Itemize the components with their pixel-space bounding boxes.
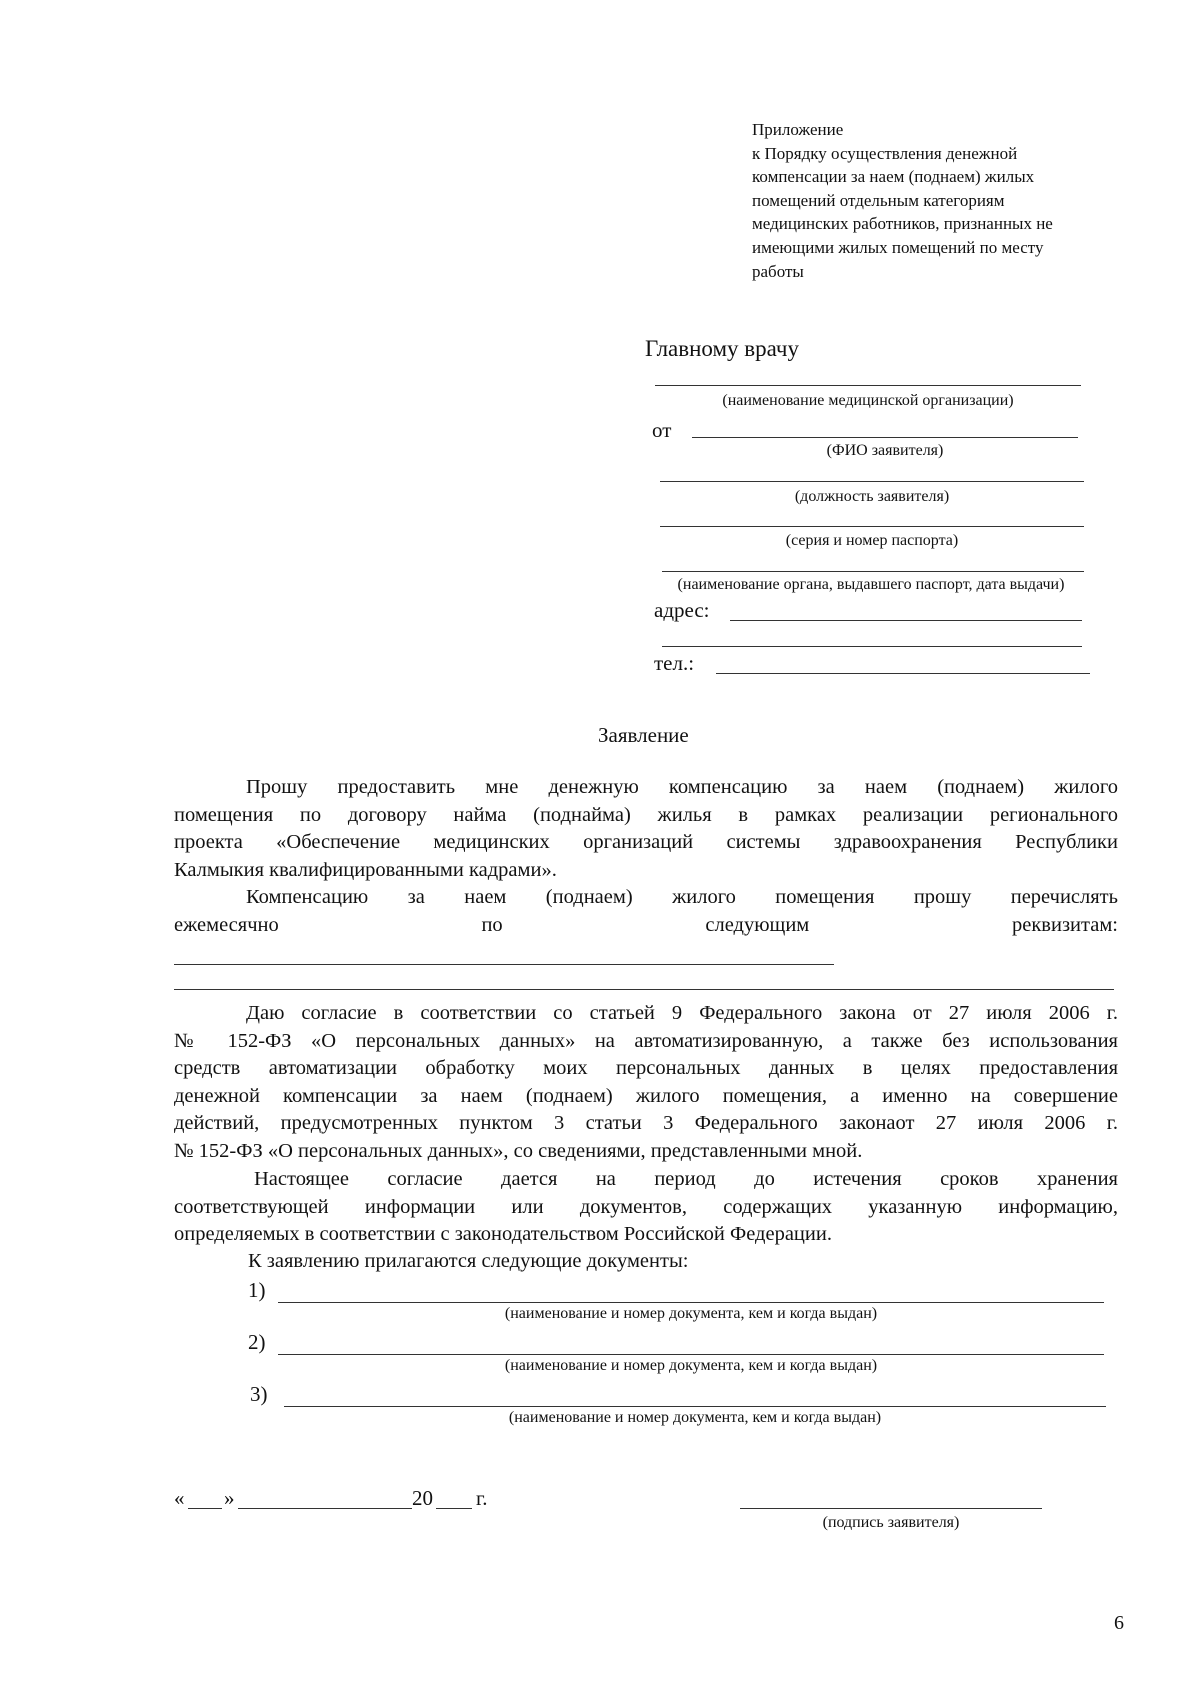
annex-line: Приложение [752,120,844,139]
text-line: Калмыкия квалифицированными кадрами». [174,858,557,881]
date-close-quote: » [224,1486,235,1510]
text-line: денежной компенсации за наем (поднаем) жилого помещения, а именно на совершение [174,1084,1118,1107]
attachment-caption: (наименование и номер документа, кем и когда выдан) [504,1357,878,1374]
text-line: помещения по договору найма (поднайма) жилья в рамках реализации регионального [174,803,1118,826]
statement-title: Заявление [598,723,689,747]
signature-field[interactable] [740,1508,1042,1509]
issuer-caption: (наименование органа, выдавшего паспорт, дата выдачи) [677,576,1065,593]
attachment-number: 1) [248,1278,266,1302]
attachment-caption: (наименование и номер документа, кем и когда выдан) [504,1305,878,1322]
date-year-suffix: г. [476,1486,488,1510]
statement-paragraph-1 [174,774,1118,884]
phone-field[interactable] [716,673,1090,674]
from-label: от [652,418,672,442]
text-line: средств автоматизации обработку моих персональных данных в целях предоставления [174,1057,1118,1079]
address-field-2[interactable] [662,646,1082,647]
position-field[interactable] [660,481,1084,482]
text-line: проекта «Обеспечение медицинских организаций системы здравоохранения Республики [174,831,1118,853]
text-line: № 152-ФЗ «О персональных данных» на автоматизированную, а также без использования [174,1029,1118,1052]
annex-line: работы [752,261,804,281]
text-line: Прошу предоставить мне денежную компенсацию за наем (поднаем) жилого [246,776,1118,798]
annex-block [752,118,1112,283]
address-label: адрес: [654,598,710,622]
org-name-field[interactable] [655,385,1081,386]
text-line: Настоящее согласие дается на период до истечения сроков хранения [254,1168,1118,1190]
attachment-number: 3) [250,1382,268,1406]
date-year-field[interactable] [436,1508,472,1509]
date-open-quote: « [174,1486,185,1510]
passport-caption: (серия и номер паспорта) [785,532,959,549]
address-field[interactable] [730,620,1082,621]
annex-line: к Порядку осуществления денежной [752,143,1018,163]
fio-field[interactable] [692,437,1078,438]
attachment-3-field[interactable] [284,1406,1106,1407]
attachment-1-field[interactable] [278,1302,1104,1303]
text-line: соответствующей информации или документов, содержащих указанную информацию, [174,1195,1118,1218]
date-day-field[interactable] [188,1508,222,1509]
attachment-2-field[interactable] [278,1354,1104,1355]
annex-line: компенсации за наем (поднаем) жилых [752,167,1035,187]
date-month-field[interactable] [238,1508,412,1509]
consent-paragraph [174,1000,1118,1165]
signature-caption: (подпись заявителя) [822,1514,960,1531]
text-line: Даю согласие в соответствии со статьей 9 Федерального закона от 27 июля 2006 г. [246,1002,1118,1024]
date-year-prefix: 20 [412,1486,433,1510]
bank-details-field[interactable] [174,964,834,965]
text-line: ежемесячно по следующим реквизитам: [174,913,1118,936]
position-caption: (должность заявителя) [794,488,950,505]
text-line: Компенсацию за наем (поднаем) жилого помещения прошу перечислять [246,886,1118,908]
issuer-field[interactable] [662,571,1084,572]
bank-details-field-2[interactable] [174,989,1114,990]
annex-line: имеющими жилых помещений по месту [752,237,1044,257]
phone-label: тел.: [654,651,695,675]
text-line: действий, предусмотренных пунктом 3 статьи 3 Федерального законаот 27 июля 2006 г. [174,1112,1118,1134]
text-line: определяемых в соответствии с законодательством Российской Федерации. [174,1223,832,1245]
attachment-caption: (наименование и номер документа, кем и когда выдан) [508,1409,882,1426]
fio-caption: (ФИО заявителя) [826,442,944,459]
passport-field[interactable] [660,526,1084,527]
addressee-title: Главному врачу [645,336,800,361]
annex-line: медицинских работников, признанных не [752,214,1053,234]
attachment-number: 2) [248,1330,266,1354]
consent-period-paragraph [174,1166,1118,1249]
attachments-intro: К заявлению прилагаются следующие документы: [248,1250,689,1272]
text-line: № 152-ФЗ «О персональных данных», со сведениями, представленными мной. [174,1139,863,1162]
statement-paragraph-2 [174,884,1118,939]
page-number: 6 [1114,1612,1124,1634]
annex-line: помещений отдельным категориям [752,190,1005,210]
org-name-caption: (наименование медицинской организации) [722,392,1014,409]
